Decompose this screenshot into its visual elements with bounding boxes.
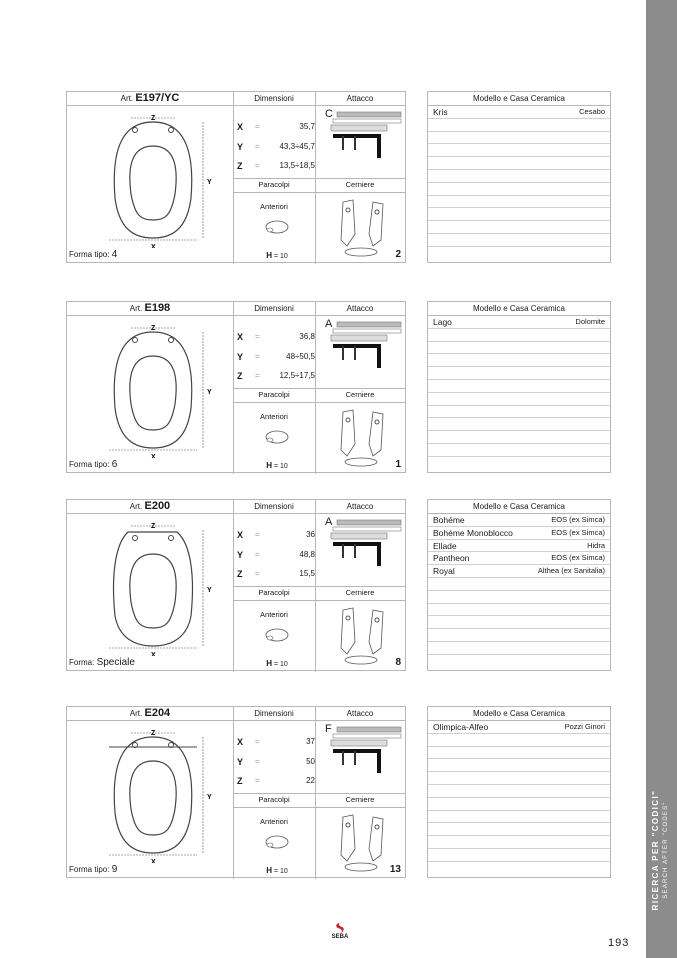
y-label: Y	[207, 794, 212, 801]
attacco-header: Attacco	[346, 709, 374, 718]
model-row	[428, 367, 610, 380]
model-row	[428, 514, 610, 527]
paracolpi-label: Paracolpi	[258, 588, 290, 597]
model-row	[428, 629, 610, 642]
attacco-header: Attacco	[346, 94, 374, 103]
model-header: Modello e Casa Ceramica	[428, 92, 610, 106]
hinge-arm-left	[341, 200, 355, 246]
lid-layer	[337, 727, 401, 732]
rim-layer	[331, 125, 387, 131]
attacco-header: Attacco	[346, 304, 374, 313]
bracket-bolt	[343, 346, 355, 360]
model-row	[428, 247, 610, 260]
bumper-peg	[267, 636, 273, 640]
paracolpi-label: Paracolpi	[258, 795, 290, 804]
side-tab-subtitle: SEARCH AFTER "CODES"	[663, 801, 669, 899]
y-label: Y	[207, 179, 212, 186]
model-row	[428, 823, 610, 836]
dim-x: X = 35,7	[237, 122, 315, 132]
hinge-arm-left	[341, 410, 355, 456]
model-row	[428, 836, 610, 849]
attacco-letter: C	[325, 108, 333, 120]
dim-z: Z = 13,5÷18,5	[237, 161, 315, 171]
model-row	[428, 616, 610, 629]
dim-z: Z = 12,5÷17,5	[237, 371, 315, 381]
seat-opening	[130, 146, 176, 220]
hinge-base	[345, 863, 377, 871]
model-row	[428, 862, 610, 875]
forma-tipo: Forma tipo: 9	[69, 864, 118, 875]
bumper-peg	[267, 843, 273, 847]
h-value: H = 10	[266, 866, 288, 875]
model-row	[428, 444, 610, 457]
rim-layer	[331, 533, 387, 539]
article-code: Art. E204	[129, 707, 171, 719]
lid-layer	[337, 322, 401, 327]
hinge-drawing	[325, 194, 395, 262]
page-number: 193	[608, 937, 630, 949]
model-row	[428, 406, 610, 419]
model-table	[427, 301, 611, 473]
model-brand: Althea (ex Sanitalia)	[537, 566, 605, 576]
model-row	[428, 119, 610, 132]
attacco-drawing	[329, 110, 409, 170]
model-row	[428, 144, 610, 157]
model-row	[428, 183, 610, 196]
product-table	[66, 499, 406, 671]
seat-shape-drawing	[71, 318, 231, 458]
model-table	[427, 706, 611, 878]
model-row	[428, 591, 610, 604]
bumper-drawing	[262, 831, 292, 853]
model-brand: Dolomite	[575, 317, 605, 326]
bumper-peg	[267, 438, 273, 442]
model-row	[428, 604, 610, 617]
attacco-letter: A	[325, 516, 333, 528]
model-brand: Cesabo	[579, 107, 605, 116]
bumper-drawing	[262, 216, 292, 238]
model-header: Modello e Casa Ceramica	[428, 500, 610, 514]
attacco-drawing	[329, 518, 409, 578]
hinge-arm-right	[369, 412, 383, 456]
model-row	[428, 170, 610, 183]
model-name: Royal	[433, 566, 455, 577]
dimensioni-header: Dimensioni	[254, 709, 294, 718]
paracolpi-label: Paracolpi	[258, 180, 290, 189]
seat-shape-drawing	[71, 723, 231, 863]
attacco-drawing	[329, 725, 409, 785]
hinge-number: 2	[395, 249, 401, 260]
hinge-base	[345, 248, 377, 256]
bumper-peg	[267, 228, 273, 232]
model-row	[428, 849, 610, 862]
x-label: X	[151, 454, 156, 458]
z-label: Z	[151, 325, 156, 332]
model-header: Modello e Casa Ceramica	[428, 302, 610, 316]
bumper-drawing	[262, 624, 292, 646]
rim-layer	[331, 740, 387, 746]
model-row	[428, 655, 610, 668]
model-row	[428, 393, 610, 406]
article-code: Art. E198	[129, 302, 171, 314]
x-label: X	[151, 859, 156, 863]
model-row	[428, 747, 610, 760]
seat-shape-drawing	[71, 108, 231, 248]
seat-shape-drawing	[71, 516, 231, 656]
model-name: Lago	[433, 317, 452, 327]
model-row	[428, 329, 610, 342]
product-table	[66, 706, 406, 878]
lid-layer	[337, 520, 401, 525]
model-row	[428, 734, 610, 747]
side-tab-title: RICERCA PER "CODICI"	[651, 789, 660, 911]
model-name: Olimpica-Alfeo	[433, 722, 489, 732]
anteriori-label: Anteriori	[260, 412, 288, 421]
seat-opening	[130, 356, 176, 430]
hinge-drawing	[325, 602, 395, 670]
dim-y: Y = 48÷50,5	[237, 352, 315, 362]
dim-x: X = 36,8	[237, 332, 315, 342]
attacco-letter: F	[325, 723, 332, 735]
model-row	[428, 578, 610, 591]
model-row	[428, 196, 610, 209]
dim-y: Y = 48,8	[237, 550, 315, 560]
h-value: H = 10	[266, 659, 288, 668]
model-brand: EOS (ex Simca)	[551, 515, 605, 524]
model-row	[428, 811, 610, 824]
seat-layer	[333, 734, 401, 738]
model-row	[428, 798, 610, 811]
z-label: Z	[151, 523, 156, 530]
model-row	[428, 221, 610, 234]
model-row	[428, 431, 610, 444]
dimensioni-header: Dimensioni	[254, 304, 294, 313]
dim-y: Y = 50	[237, 757, 315, 767]
model-row	[428, 342, 610, 355]
model-row	[428, 418, 610, 431]
model-row	[428, 552, 610, 565]
attacco-drawing	[329, 320, 409, 380]
model-brand: Hidra	[587, 540, 605, 550]
model-row	[428, 457, 610, 470]
side-tab	[646, 0, 677, 958]
y-label: Y	[207, 389, 212, 396]
model-row	[428, 354, 610, 367]
attacco-letter: A	[325, 318, 333, 330]
h-value: H = 10	[266, 461, 288, 470]
forma-tipo: Forma tipo: 6	[69, 459, 118, 470]
model-row	[428, 157, 610, 170]
model-row	[428, 527, 610, 540]
forma-tipo: Forma: Speciale	[69, 657, 135, 668]
cerniere-label: Cerniere	[345, 180, 375, 189]
hinge-arm-right	[369, 202, 383, 246]
z-label: Z	[151, 115, 156, 122]
dim-z: Z = 22	[237, 776, 315, 786]
product-table	[66, 301, 406, 473]
bracket-bolt	[343, 751, 355, 765]
model-row	[428, 759, 610, 772]
model-row	[428, 772, 610, 785]
model-table	[427, 499, 611, 671]
cerniere-label: Cerniere	[345, 795, 375, 804]
attacco-header: Attacco	[346, 502, 374, 511]
article-code: Art. E197/YC	[120, 92, 180, 104]
anteriori-label: Anteriori	[260, 202, 288, 211]
hinge-arm-left	[341, 815, 355, 861]
seat-opening	[130, 761, 176, 835]
model-brand: Pozzi Ginori	[564, 722, 605, 731]
article-code: Art. E200	[129, 500, 171, 512]
model-row	[428, 234, 610, 247]
hinge-drawing	[325, 809, 395, 877]
seba-logo	[326, 922, 354, 940]
hinge-base	[345, 458, 377, 466]
dimensioni-header: Dimensioni	[254, 502, 294, 511]
model-name: Ellade	[433, 540, 457, 551]
lid-layer	[337, 112, 401, 117]
model-name: Kris	[433, 107, 448, 117]
model-row	[428, 565, 610, 578]
hinge-arm-right	[369, 610, 383, 654]
y-label: Y	[207, 587, 212, 594]
dim-z: Z = 15,5	[237, 569, 315, 579]
model-row	[428, 642, 610, 655]
hinge-arm-left	[341, 608, 355, 654]
model-row	[428, 208, 610, 221]
hinge-arm-right	[369, 817, 383, 861]
forma-tipo: Forma tipo: 4	[69, 249, 118, 260]
hinge-number: 1	[395, 459, 401, 470]
bracket-bolt	[343, 136, 355, 150]
x-label: X	[151, 244, 156, 248]
model-row	[428, 316, 610, 329]
cerniere-label: Cerniere	[345, 390, 375, 399]
cerniere-label: Cerniere	[345, 588, 375, 597]
model-row	[428, 721, 610, 734]
hinge-number: 8	[395, 657, 401, 668]
product-table	[66, 91, 406, 263]
anteriori-label: Anteriori	[260, 817, 288, 826]
paracolpi-label: Paracolpi	[258, 390, 290, 399]
seat-layer	[333, 527, 401, 531]
seat-layer	[333, 119, 401, 123]
dim-y: Y = 43,3÷45,7	[237, 142, 315, 152]
model-table	[427, 91, 611, 263]
model-brand: EOS (ex Simca)	[551, 527, 605, 537]
model-row	[428, 380, 610, 393]
model-row	[428, 106, 610, 119]
logo-text: SEBA	[331, 934, 349, 940]
bumper-drawing	[262, 426, 292, 448]
model-row	[428, 132, 610, 145]
h-value: H = 10	[266, 251, 288, 260]
rim-layer	[331, 335, 387, 341]
model-name: Pantheon	[433, 553, 470, 564]
anteriori-label: Anteriori	[260, 610, 288, 619]
z-label: Z	[151, 730, 156, 737]
dim-x: X = 37	[237, 737, 315, 747]
hinge-drawing	[325, 404, 395, 472]
hinge-base	[345, 656, 377, 664]
model-header: Modello e Casa Ceramica	[428, 707, 610, 721]
seat-layer	[333, 329, 401, 333]
dim-x: X = 36	[237, 530, 315, 540]
x-label: X	[151, 652, 156, 656]
hinge-number: 13	[389, 864, 401, 875]
model-brand: EOS (ex Simca)	[551, 553, 605, 563]
model-row	[428, 540, 610, 553]
seat-opening	[130, 554, 176, 628]
model-name: Bohéme Monoblocco	[433, 527, 513, 538]
model-name: Bohéme	[433, 515, 465, 525]
bracket-bolt	[343, 544, 355, 558]
model-row	[428, 785, 610, 798]
dimensioni-header: Dimensioni	[254, 94, 294, 103]
